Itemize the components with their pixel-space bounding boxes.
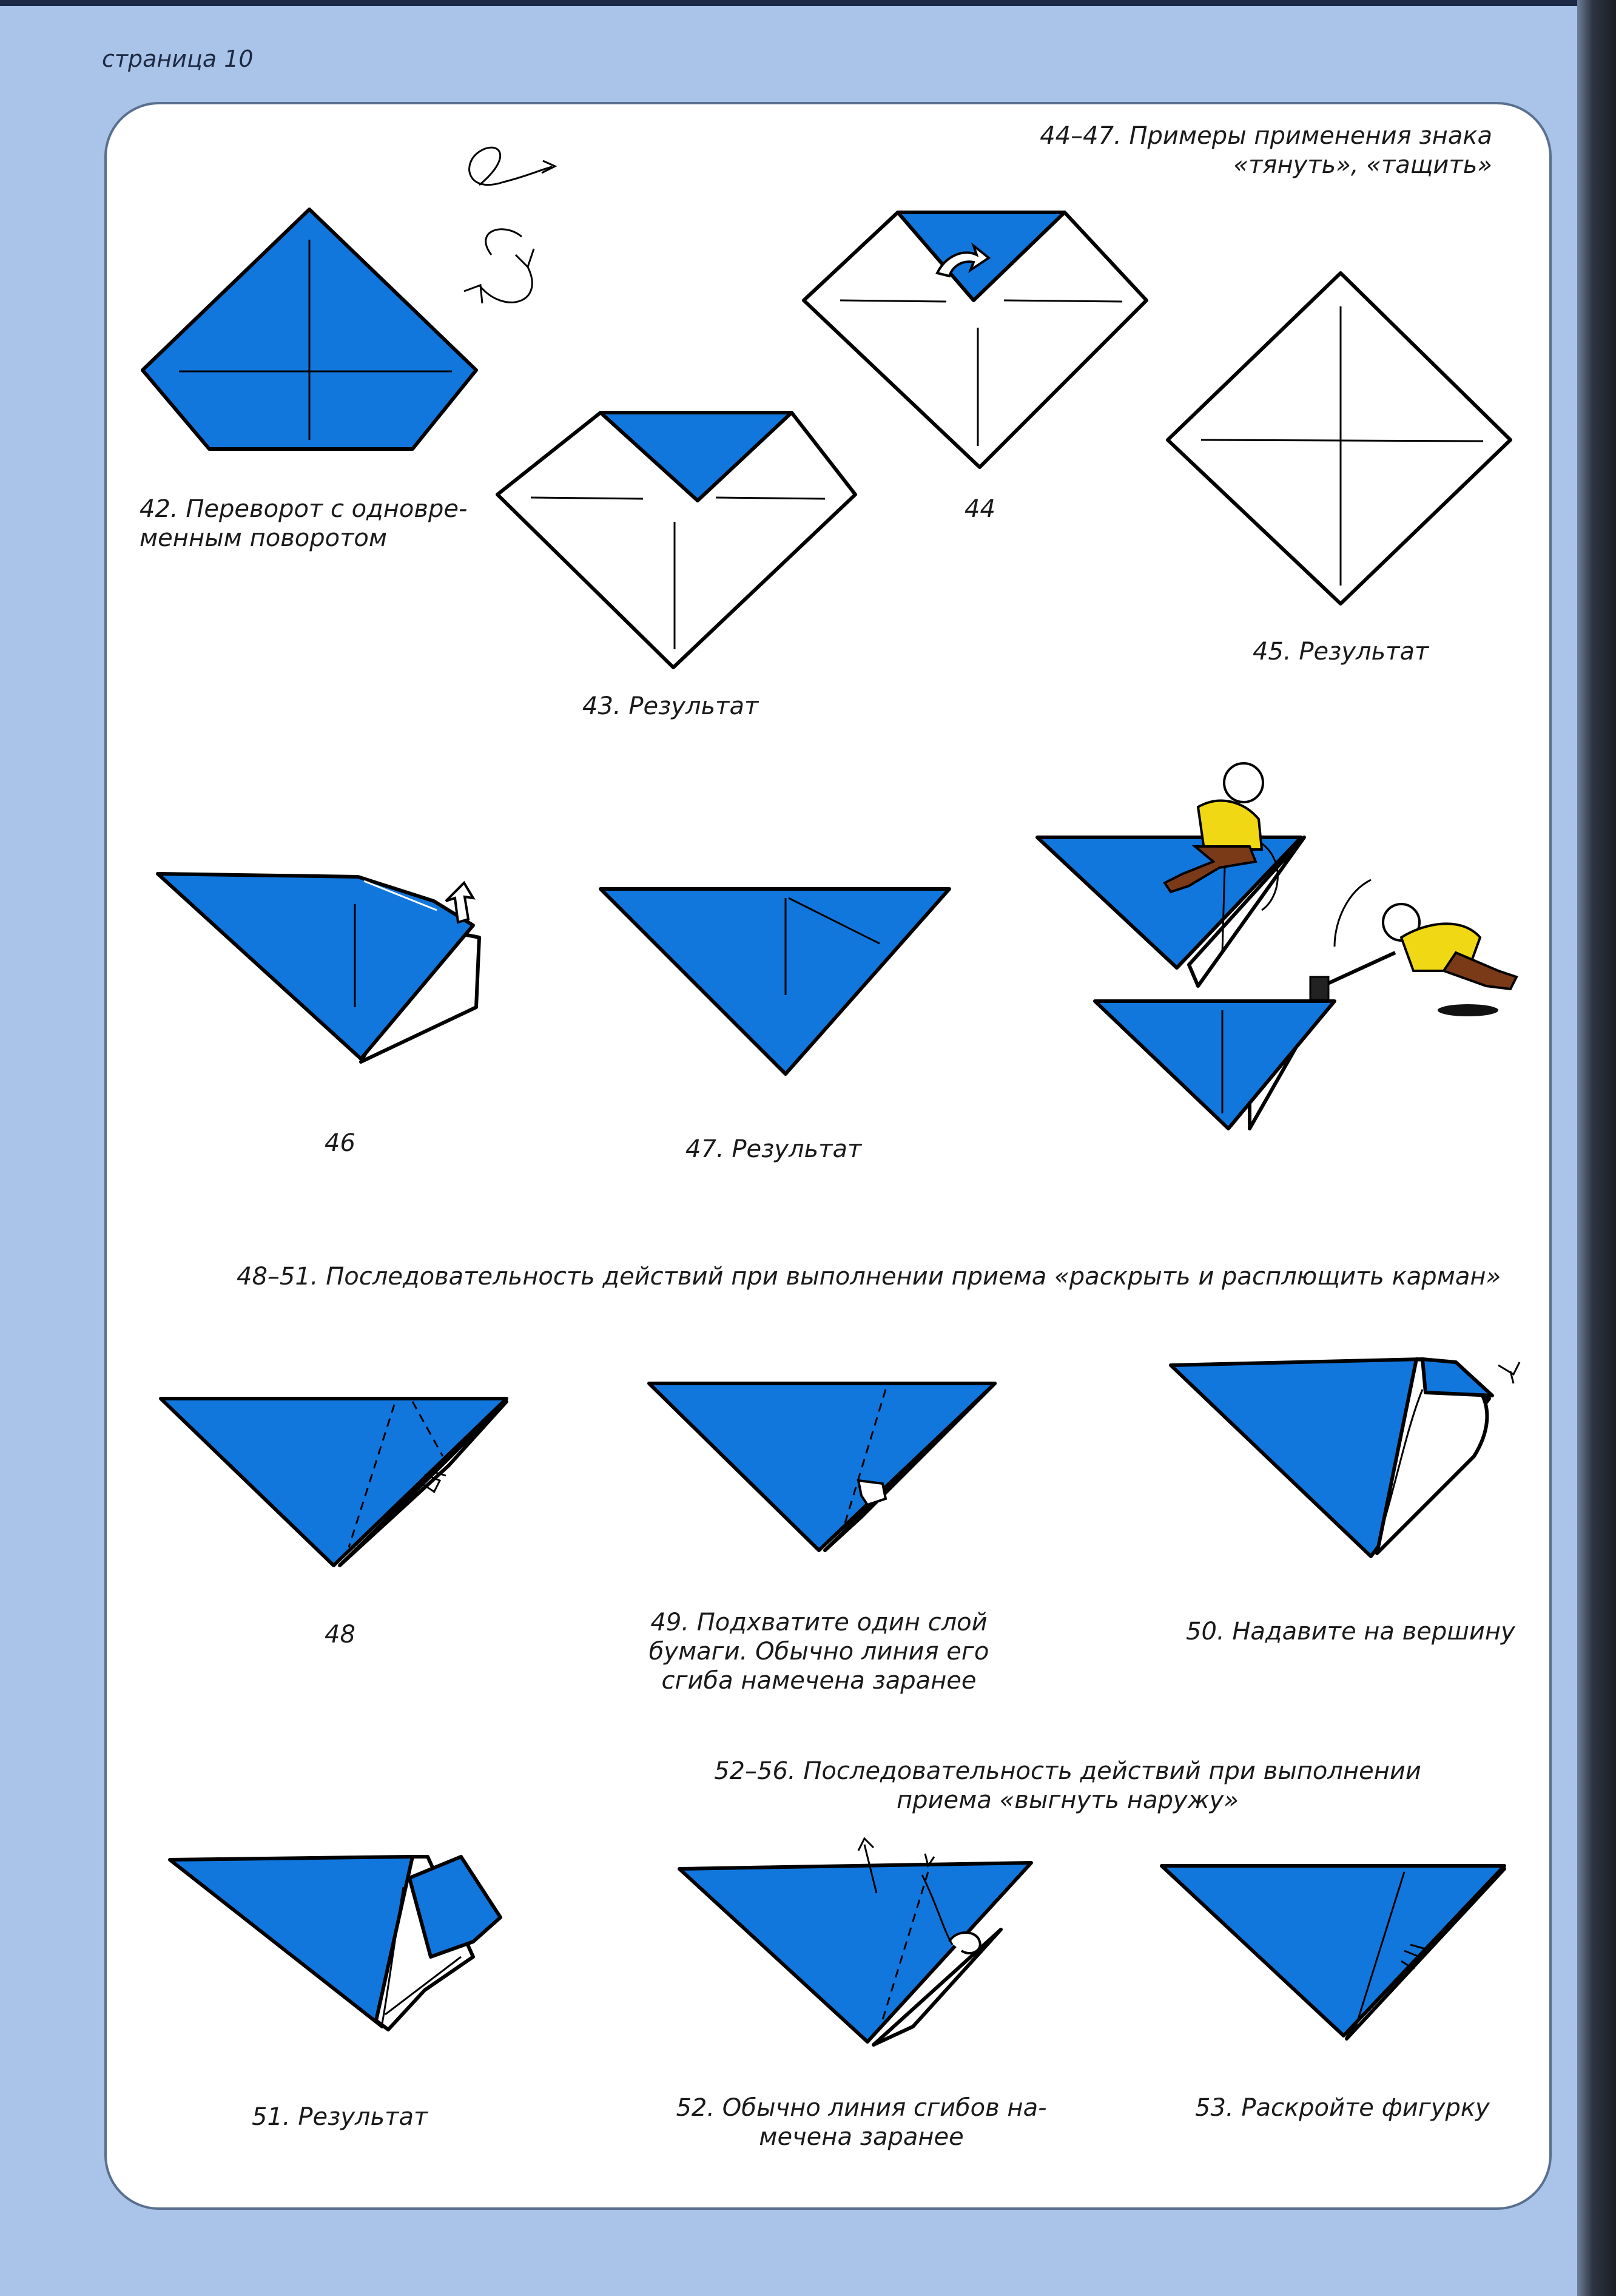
caption-53: 53. Раскройте фигурку xyxy=(1195,2094,1490,2122)
caption-50: 50. Надавите на вершину xyxy=(1186,1618,1515,1646)
diagram-43 xyxy=(497,413,855,667)
person-head xyxy=(1224,763,1263,802)
caption-46: 46 xyxy=(325,1129,355,1157)
diagram-49 xyxy=(649,1383,995,1550)
caption-44-47: 44–47. Примеры применения знака «тянуть», «тащить» xyxy=(1040,122,1492,179)
caption-52-56: 52–56. Последовательность действий при выполнении приема «выгнуть наружу» xyxy=(714,1757,1421,1814)
diagram-42 xyxy=(143,147,555,449)
diagram-48 xyxy=(161,1399,507,1565)
book-spine-shadow xyxy=(1577,0,1616,2296)
caption-48: 48 xyxy=(325,1621,355,1649)
diagram-53 xyxy=(1162,1866,1504,2039)
caption-49: 49. Подхватите один слой бумаги. Обычно линия его сгиба намечена заранее xyxy=(648,1609,989,1695)
caption-44: 44 xyxy=(965,495,995,523)
diagram-47 xyxy=(601,889,949,1074)
caption-48-51: 48–51. Последовательность действий при выполнении приема «раскрыть и расплющить карман» xyxy=(237,1263,1501,1291)
caption-45: 45. Результат xyxy=(1253,638,1429,666)
caption-42: 42. Переворот с одновре- менным поворотом xyxy=(140,495,468,552)
diagram-51 xyxy=(170,1857,500,2030)
caption-52: 52. Обычно линия сгибов на- мечена заранее xyxy=(676,2094,1047,2151)
page-number: страница 10 xyxy=(102,46,254,72)
cartoon-illustration xyxy=(1037,763,1517,1129)
diagram-46 xyxy=(158,874,479,1062)
diagram-52 xyxy=(679,1838,1031,2045)
diagram-50 xyxy=(1171,1359,1520,1556)
diagram-45 xyxy=(1168,273,1510,604)
caption-43: 43. Результат xyxy=(582,692,759,720)
diagram-44 xyxy=(804,212,1146,467)
caption-47: 47. Результат xyxy=(685,1135,862,1163)
caption-51: 51. Результат xyxy=(252,2103,428,2131)
